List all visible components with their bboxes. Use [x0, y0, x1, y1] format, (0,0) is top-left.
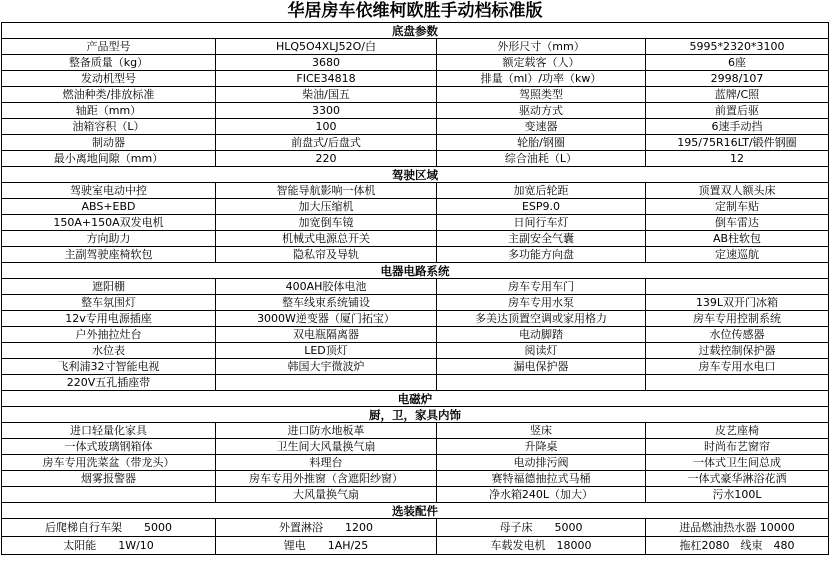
table-cell: 外形尺寸（mm）: [437, 39, 646, 55]
table-cell: 5995*2320*3100: [646, 39, 829, 55]
table-cell: 12v专用电源插座: [2, 311, 216, 327]
table-row: [2, 537, 829, 555]
table-cell: 皮艺座椅: [646, 423, 829, 439]
table-cell: [437, 375, 646, 391]
table-cell: [216, 375, 437, 391]
table-cell: 母子床 5000: [437, 519, 646, 537]
section-header-row: [2, 503, 829, 519]
table-cell: 油箱容积（L）: [2, 119, 216, 135]
section-heading: 电磁炉: [2, 391, 829, 407]
table-cell: 净水箱240L（加大）: [437, 487, 646, 503]
table-cell: 顶置双人额头床: [646, 183, 829, 199]
table-cell: 加宽后轮距: [437, 183, 646, 199]
table-cell: 3680: [216, 55, 437, 71]
table-cell: 漏电保护器: [437, 359, 646, 375]
table-cell: 隐私帘及导轨: [216, 247, 437, 263]
table-row: [2, 359, 829, 375]
table-cell: ABS+EBD: [2, 199, 216, 215]
table-cell: 一体式玻璃钢箱体: [2, 439, 216, 455]
table-cell: 水位表: [2, 343, 216, 359]
table-row: [2, 119, 829, 135]
table-cell: 过载控制保护器: [646, 343, 829, 359]
table-cell: [2, 487, 216, 503]
table-cell: 柴油/国五: [216, 87, 437, 103]
table-cell: 遮阳棚: [2, 279, 216, 295]
table-cell: 卫生间大风量换气扇: [216, 439, 437, 455]
table-cell: 电动脚踏: [437, 327, 646, 343]
table-cell: 进口防水地板革: [216, 423, 437, 439]
table-cell: 车载发电机 18000: [437, 537, 646, 555]
table-cell: 房车专用水电口: [646, 359, 829, 375]
table-cell: 后爬梯自行车架 5000: [2, 519, 216, 537]
table-cell: 燃油种类/排放标准: [2, 87, 216, 103]
table-cell: 拖杠2080 线束 480: [646, 537, 829, 555]
table-cell: 主副驾驶座椅软包: [2, 247, 216, 263]
section-header-row: [2, 23, 829, 39]
table-row: [2, 55, 829, 71]
table-cell: 房车专用控制系统: [646, 311, 829, 327]
section-heading: 驾驶区域: [2, 167, 829, 183]
table-cell: 加大压缩机: [216, 199, 437, 215]
table-cell: 阅读灯: [437, 343, 646, 359]
table-row: [2, 311, 829, 327]
table-cell: [646, 375, 829, 391]
table-cell: 制动器: [2, 135, 216, 151]
table-cell: 整车氛围灯: [2, 295, 216, 311]
table-cell: 发动机型号: [2, 71, 216, 87]
table-cell: 多功能方向盘: [437, 247, 646, 263]
table-row: [2, 423, 829, 439]
table-row: [2, 343, 829, 359]
table-cell: 烟雾报警器: [2, 471, 216, 487]
table-cell: 方向助力: [2, 231, 216, 247]
table-cell: 加宽倒车镜: [216, 215, 437, 231]
table-cell: 产品型号: [2, 39, 216, 55]
table-cell: 进品燃油热水器 10000: [646, 519, 829, 537]
table-cell: 轴距（mm）: [2, 103, 216, 119]
table-cell: 日间行车灯: [437, 215, 646, 231]
table-cell: 房车专用外推窗（含遮阳纱窗）: [216, 471, 437, 487]
table-cell: 定速巡航: [646, 247, 829, 263]
table-cell: 太阳能 1W/10: [2, 537, 216, 555]
table-row: [2, 487, 829, 503]
table-row: [2, 103, 829, 119]
table-cell: 3000W逆变器（厦门拓宝）: [216, 311, 437, 327]
table-cell: 400AH胶体电池: [216, 279, 437, 295]
table-row: [2, 183, 829, 199]
spec-table: [1, 22, 829, 555]
table-cell: 进口轻量化家具: [2, 423, 216, 439]
table-cell: 污水100L: [646, 487, 829, 503]
table-cell: 房车专用水泵: [437, 295, 646, 311]
table-row: [2, 71, 829, 87]
table-row: [2, 135, 829, 151]
table-row: [2, 247, 829, 263]
table-row: [2, 519, 829, 537]
table-row: [2, 279, 829, 295]
table-cell: 时尚布艺窗帘: [646, 439, 829, 455]
table-cell: 139L双开门冰箱: [646, 295, 829, 311]
section-header-row: [2, 167, 829, 183]
sheet-title: 华居房车依维柯欧胜手动档标准版: [287, 1, 543, 21]
section-header-row: [2, 391, 829, 407]
table-cell: 多美达顶置空调或家用格力: [437, 311, 646, 327]
table-row: [2, 455, 829, 471]
table-cell: 驾照类型: [437, 87, 646, 103]
section-heading: 底盘参数: [2, 23, 829, 39]
table-cell: 蓝牌/C照: [646, 87, 829, 103]
section-heading: 电器电路系统: [2, 263, 829, 279]
table-cell: 一体式卫生间总成: [646, 455, 829, 471]
table-cell: 锂电 1AH/25: [216, 537, 437, 555]
table-cell: 水位传感器: [646, 327, 829, 343]
table-row: [2, 439, 829, 455]
table-cell: HLQ5O4XLJ52O/白: [216, 39, 437, 55]
table-cell: ESP9.0: [437, 199, 646, 215]
table-cell: 12: [646, 151, 829, 167]
table-cell: 电动排污阀: [437, 455, 646, 471]
table-cell: 驱动方式: [437, 103, 646, 119]
table-cell: 外置淋浴 1200: [216, 519, 437, 537]
table-cell: 驾驶室电动中控: [2, 183, 216, 199]
table-cell: 一体式豪华淋浴花洒: [646, 471, 829, 487]
table-row: [2, 295, 829, 311]
table-row: [2, 87, 829, 103]
table-cell: 料理台: [216, 455, 437, 471]
table-cell: 韩国大宇微波炉: [216, 359, 437, 375]
table-cell: 前置后驱: [646, 103, 829, 119]
table-row: [2, 231, 829, 247]
section-header-row: [2, 407, 829, 423]
table-cell: 综合油耗（L）: [437, 151, 646, 167]
table-cell: 倒车雷达: [646, 215, 829, 231]
table-cell: 100: [216, 119, 437, 135]
table-row: [2, 215, 829, 231]
table-cell: 竖床: [437, 423, 646, 439]
table-row: [2, 471, 829, 487]
table-row: [2, 151, 829, 167]
section-heading: 厨，卫，家具内饰: [2, 407, 829, 423]
table-cell: 飞利浦32寸智能电视: [2, 359, 216, 375]
table-cell: 整备质量（kg）: [2, 55, 216, 71]
table-cell: 220V五孔插座带: [2, 375, 216, 391]
table-cell: 轮胎/钢圈: [437, 135, 646, 151]
spec-table-body: [2, 23, 829, 555]
section-header-row: [2, 263, 829, 279]
table-cell: 赛特福德抽拉式马桶: [437, 471, 646, 487]
table-cell: FICE34818: [216, 71, 437, 87]
table-cell: 双电瓶隔离器: [216, 327, 437, 343]
table-cell: 大风量换气扇: [216, 487, 437, 503]
table-cell: [646, 279, 829, 295]
table-cell: 150A+150A双发电机: [2, 215, 216, 231]
table-cell: 2998/107: [646, 71, 829, 87]
table-cell: 排量（ml）/功率（kw）: [437, 71, 646, 87]
table-cell: 户外抽拉灶台: [2, 327, 216, 343]
table-cell: 主副安全气囊: [437, 231, 646, 247]
table-cell: 额定载客（人）: [437, 55, 646, 71]
table-cell: 195/75R16LT/锻件钢圈: [646, 135, 829, 151]
table-cell: 定制车贴: [646, 199, 829, 215]
table-row: [2, 375, 829, 391]
section-heading: 选装配件: [2, 503, 829, 519]
table-cell: 6速手动挡: [646, 119, 829, 135]
table-cell: 6座: [646, 55, 829, 71]
table-row: [2, 327, 829, 343]
table-cell: 机械式电源总开关: [216, 231, 437, 247]
table-cell: 升降桌: [437, 439, 646, 455]
table-cell: 智能导航影响一体机: [216, 183, 437, 199]
table-row: [2, 39, 829, 55]
table-cell: AB柱软包: [646, 231, 829, 247]
table-cell: 220: [216, 151, 437, 167]
table-cell: LED顶灯: [216, 343, 437, 359]
table-cell: 房车专用车门: [437, 279, 646, 295]
table-cell: 房车专用洗菜盆（带龙头）: [2, 455, 216, 471]
table-row: [2, 199, 829, 215]
table-cell: 变速器: [437, 119, 646, 135]
table-cell: 3300: [216, 103, 437, 119]
table-cell: 最小离地间隙（mm）: [2, 151, 216, 167]
table-cell: 整车线束系统铺设: [216, 295, 437, 311]
table-cell: 前盘式/后盘式: [216, 135, 437, 151]
